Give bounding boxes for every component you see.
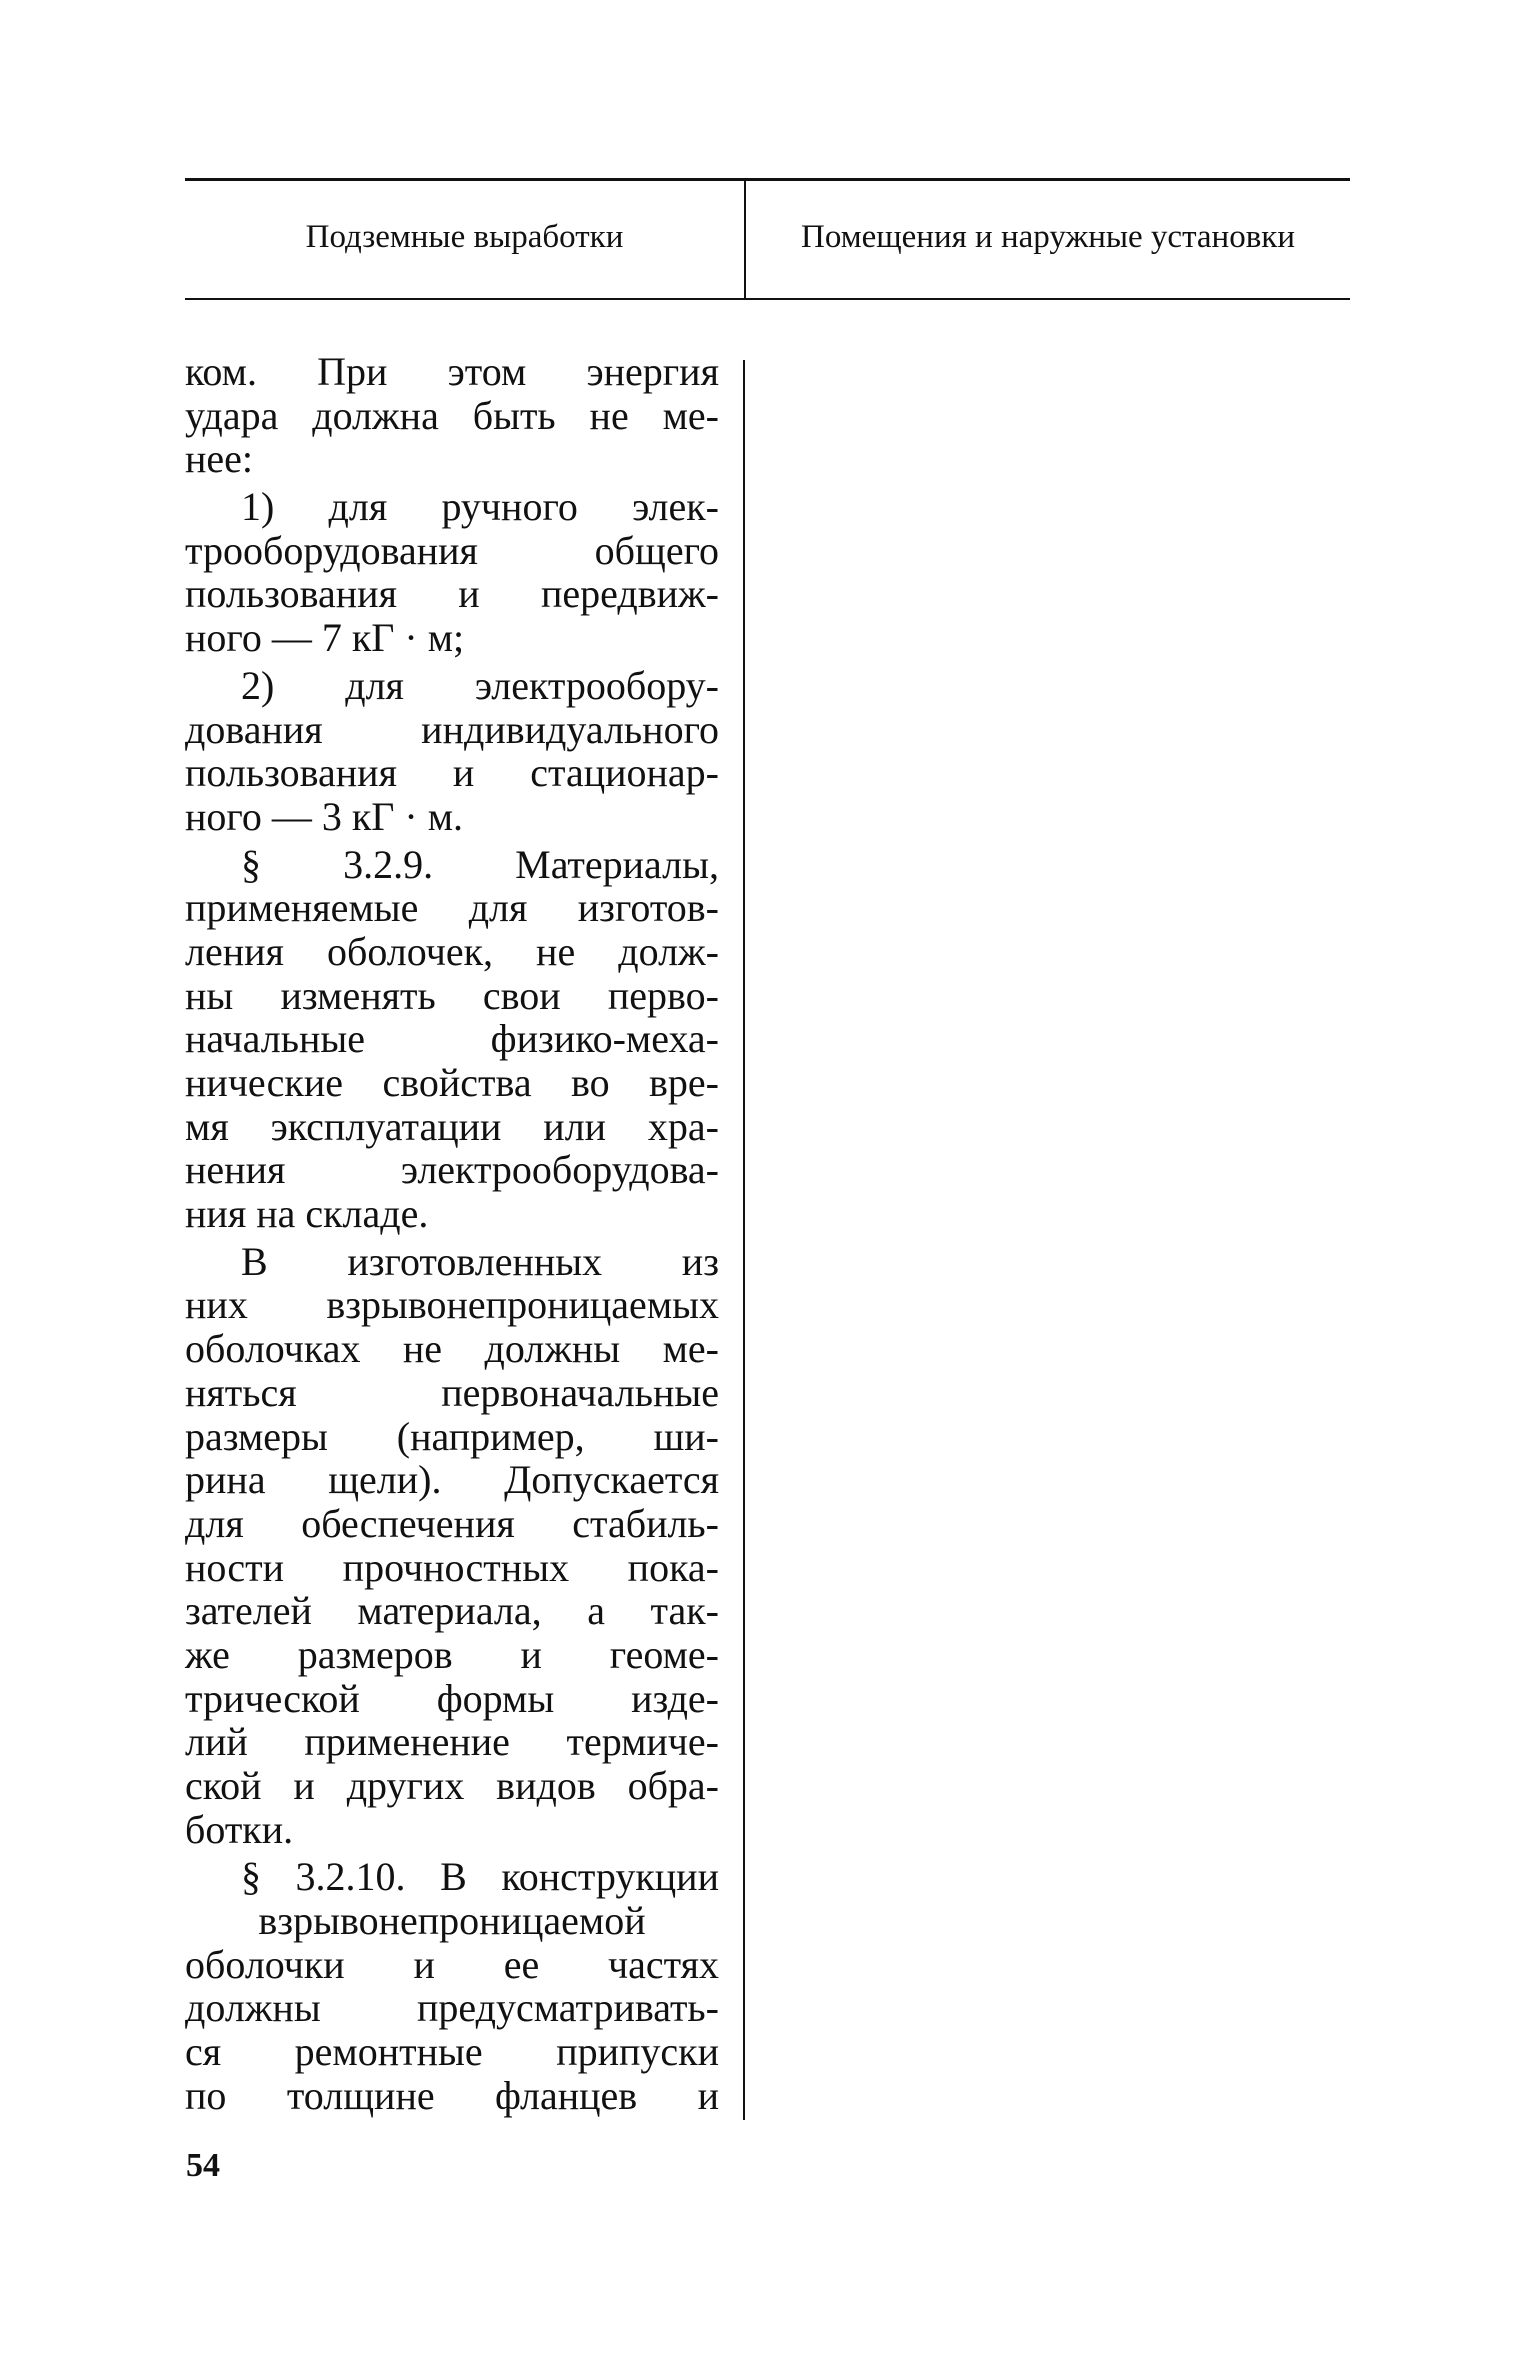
text-line: нические свойства во вре-	[185, 1060, 719, 1105]
text-line: ской и других видов обра-	[185, 1763, 719, 1808]
text-line: должны предусматривать-	[185, 1985, 719, 2031]
list-item-1	[185, 485, 719, 660]
text-line: 2) для электрообору-	[241, 662, 719, 708]
text-line: ления оболочек, не долж-	[185, 928, 719, 974]
header-right-column: Помещения и наружные установки	[801, 219, 1295, 255]
text-line: трооборудования общего	[185, 527, 719, 573]
list-item-2	[185, 664, 719, 839]
text-line: пользования и передвиж-	[185, 571, 719, 617]
text-line: ком. При этом энергия	[185, 349, 719, 394]
header-top-rule	[185, 178, 1350, 181]
text-line: применяемые для изготов-	[185, 885, 719, 931]
text-line: ся ремонтные припуски	[185, 2029, 719, 2075]
text-line: нения электрооборудова-	[185, 1147, 719, 1193]
text-line: ны изменять свои перво-	[185, 972, 719, 1018]
text-line: няться первоначальные	[185, 1369, 719, 1415]
page-number: 54	[186, 2147, 220, 2184]
text-line: для обеспечения стабиль-	[185, 1500, 719, 1546]
paragraph-manufactured-shells	[185, 1240, 719, 1852]
text-line: них взрывонепроницаемых	[185, 1282, 719, 1328]
header-left-column: Подземные выработки	[305, 219, 624, 255]
column-divider	[743, 360, 745, 2120]
text-line: дования индивидуального	[185, 706, 719, 752]
text-line: удара должна быть не ме-	[185, 392, 719, 438]
text-line: В изготовленных из	[241, 1238, 719, 1284]
text-line: взрывонепроницаемой	[258, 1898, 646, 1944]
section-3-2-10	[185, 1855, 719, 2117]
section-3-2-9	[185, 843, 719, 1236]
header-bottom-rule	[185, 298, 1350, 300]
text-line: оболочках не должны ме-	[185, 1326, 719, 1372]
text-line: ного — 7 кГ · м;	[185, 615, 465, 661]
text-line: же размеров и геоме-	[185, 1631, 719, 1677]
text-line: мя эксплуатации или хра-	[185, 1103, 719, 1149]
text-line: размеры (например, ши-	[185, 1413, 719, 1459]
text-line: ного — 3 кГ · м.	[185, 793, 464, 839]
paragraph-continuation	[185, 350, 719, 481]
text-line: по толщине фланцев и	[185, 2072, 719, 2118]
text-line: пользования и стационар-	[185, 750, 719, 796]
text-line: трической формы изде-	[185, 1675, 719, 1721]
text-line: ния на складе.	[185, 1191, 429, 1237]
text-line: начальные физико-меха-	[185, 1016, 719, 1062]
left-column-text	[185, 350, 719, 2118]
text-line: § 3.2.10. В конструкции	[241, 1854, 719, 1900]
text-line: зателей материала, а так-	[185, 1588, 719, 1634]
text-line: нее:	[185, 436, 254, 482]
text-line: рина щели). Допускается	[185, 1457, 719, 1503]
text-line: ботки.	[185, 1806, 294, 1852]
text-line: ности прочностных пока-	[185, 1544, 719, 1590]
text-line: оболочки и ее частях	[185, 1941, 719, 1987]
text-line: 1) для ручного элек-	[241, 484, 719, 530]
text-line: лий применение термиче-	[185, 1719, 719, 1765]
text-line: § 3.2.9. Материалы,	[241, 841, 719, 887]
